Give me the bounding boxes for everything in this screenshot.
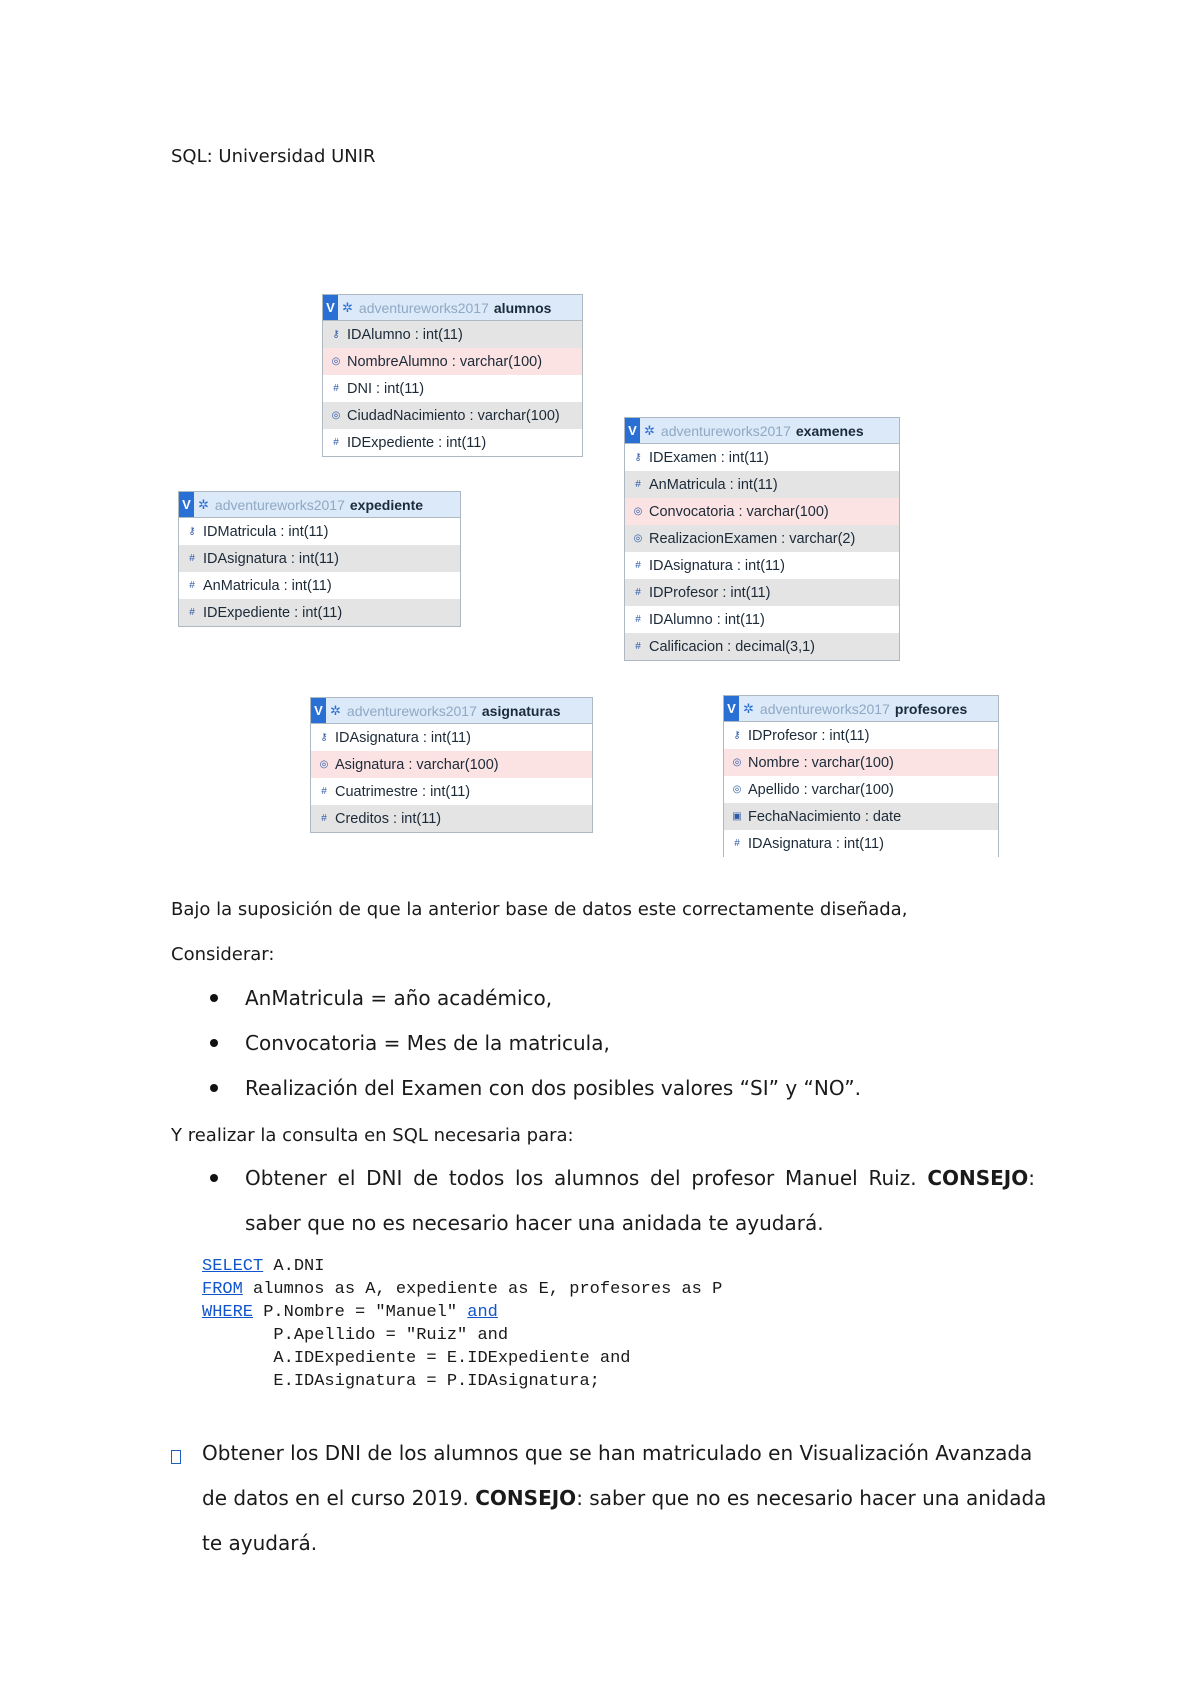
column-label: Apellido : varchar(100) (748, 781, 894, 798)
column-label: Asignatura : varchar(100) (335, 756, 499, 773)
text-icon: ◎ (633, 533, 643, 544)
column-label: Convocatoria : varchar(100) (649, 503, 829, 520)
task1-text-line2: saber que no es necesario hacer una anidada te ayudará. (245, 1211, 824, 1235)
bullet-dot (207, 991, 221, 1005)
consideration-item: Realización del Examen con dos posibles valores “SI” y “NO”. (245, 1076, 861, 1100)
bullet-dot (207, 1081, 221, 1095)
column-row[interactable] (625, 471, 899, 498)
column-label: CiudadNacimiento : varchar(100) (347, 407, 560, 424)
consideration-item: Convocatoria = Mes de la matricula, (245, 1031, 610, 1055)
column-row[interactable] (323, 348, 582, 375)
schema-name: adventureworks2017 (214, 496, 345, 513)
consejo-label: CONSEJO (927, 1166, 1029, 1190)
table-header[interactable] (311, 698, 592, 724)
number-icon: # (635, 587, 641, 598)
text-icon: ◎ (732, 784, 742, 795)
table-asignaturas[interactable] (310, 697, 593, 833)
table-alumnos[interactable] (322, 294, 583, 457)
text-icon: ◎ (633, 506, 643, 517)
table-header[interactable] (323, 295, 582, 321)
column-label: FechaNacimiento : date (748, 808, 902, 825)
number-icon: # (734, 838, 740, 849)
column-row[interactable] (179, 545, 460, 572)
column-label: DNI : int(11) (347, 380, 425, 397)
table-name: alumnos (493, 299, 552, 316)
collapse-icon[interactable]: V (311, 698, 326, 723)
query-intro: Y realizar la consulta en SQL necesaria para: (171, 1125, 574, 1146)
table-header[interactable] (625, 418, 899, 444)
column-row[interactable] (724, 803, 998, 830)
date-icon: ▣ (732, 811, 742, 822)
schema-name: adventureworks2017 (358, 299, 489, 316)
number-icon: # (635, 614, 641, 625)
gear-icon: ✲ (198, 496, 209, 512)
table-profesores[interactable] (723, 695, 999, 857)
code-line: P.Apellido = "Ruiz" and (202, 1326, 509, 1345)
gear-icon: ✲ (330, 702, 341, 718)
bullet-dot (207, 1036, 221, 1050)
column-label: IDAsignatura : int(11) (203, 550, 339, 567)
column-label: IDAsignatura : int(11) (748, 835, 884, 852)
table-expediente[interactable] (178, 491, 461, 627)
column-row[interactable] (323, 375, 582, 402)
column-row[interactable] (323, 321, 582, 348)
column-label: Creditos : int(11) (335, 810, 442, 827)
gear-icon: ✲ (743, 700, 754, 716)
code-line: WHERE P.Nombre = "Manuel" and (202, 1303, 498, 1322)
key-icon: ⚷ (188, 526, 196, 537)
column-row[interactable] (179, 599, 460, 626)
task1-text: Obtener el DNI de todos los alumnos del profesor Manuel Ruiz. CONSEJO: (245, 1166, 1035, 1190)
text-icon: ◎ (331, 356, 341, 367)
number-icon: # (635, 479, 641, 490)
number-icon: # (321, 813, 327, 824)
schema-name: adventureworks2017 (346, 702, 477, 719)
gear-icon: ✲ (644, 422, 655, 438)
column-row[interactable] (323, 402, 582, 429)
task2-line1: Obtener los DNI de los alumnos que se han matriculado en Visualización Avanzada (202, 1441, 1033, 1465)
table-header[interactable] (179, 492, 460, 518)
column-label: IDAsignatura : int(11) (649, 557, 785, 574)
column-label: IDMatricula : int(11) (203, 523, 329, 540)
number-icon: # (635, 560, 641, 571)
column-label: Cuatrimestre : int(11) (335, 783, 471, 800)
number-icon: # (189, 580, 195, 591)
column-label: NombreAlumno : varchar(100) (347, 353, 543, 370)
schema-name: adventureworks2017 (660, 422, 791, 439)
column-row[interactable] (311, 805, 592, 832)
column-label: IDExamen : int(11) (649, 449, 769, 466)
column-row[interactable] (724, 776, 998, 803)
number-icon: # (189, 553, 195, 564)
collapse-icon[interactable]: V (179, 492, 194, 517)
table-name: expediente (349, 496, 424, 513)
column-label: IDAsignatura : int(11) (335, 729, 471, 746)
column-row[interactable] (323, 429, 582, 456)
text-icon: ◎ (732, 757, 742, 768)
table-header[interactable] (724, 696, 998, 722)
column-row[interactable] (625, 444, 899, 471)
sql-keyword[interactable]: FROM (202, 1280, 243, 1299)
column-label: Calificacion : decimal(3,1) (649, 638, 816, 655)
sql-keyword[interactable]: and (467, 1303, 498, 1322)
sql-keyword[interactable]: SELECT (202, 1257, 264, 1276)
key-icon: ⚷ (320, 732, 328, 743)
column-row[interactable] (724, 830, 998, 857)
consideration-item: AnMatricula = año académico, (245, 986, 553, 1010)
column-label: AnMatricula : int(11) (203, 577, 332, 594)
column-row[interactable] (625, 579, 899, 606)
column-row[interactable] (625, 552, 899, 579)
collapse-icon[interactable]: V (724, 696, 739, 721)
code-line: A.IDExpediente = E.IDExpediente and (202, 1349, 631, 1368)
consejo-label: CONSEJO (475, 1486, 577, 1510)
text-icon: ◎ (319, 759, 329, 770)
number-icon: # (635, 641, 641, 652)
task2-line2: de datos en el curso 2019. CONSEJO: saber que no es necesario hacer una anidada (202, 1486, 1047, 1510)
column-label: RealizacionExamen : varchar(2) (649, 530, 856, 547)
column-row[interactable] (625, 498, 899, 525)
number-icon: # (189, 607, 195, 618)
column-row[interactable] (625, 606, 899, 633)
code-line: E.IDAsignatura = P.IDAsignatura; (202, 1372, 600, 1391)
bullet-dot (207, 1171, 221, 1185)
column-row[interactable] (179, 572, 460, 599)
column-label: AnMatricula : int(11) (649, 476, 778, 493)
gear-icon: ✲ (342, 299, 353, 315)
table-name: profesores (894, 700, 968, 717)
column-label: IDAlumno : int(11) (649, 611, 765, 628)
task2-line3: te ayudará. (202, 1531, 318, 1555)
column-label: IDExpediente : int(11) (347, 434, 487, 451)
column-row[interactable] (311, 751, 592, 778)
column-row[interactable] (625, 525, 899, 552)
number-icon: # (333, 437, 339, 448)
page-title: SQL: Universidad UNIR (171, 146, 376, 167)
collapse-icon[interactable]: V (323, 295, 338, 320)
missing-glyph-bullet (171, 1450, 181, 1464)
key-icon: ⚷ (634, 452, 642, 463)
column-row[interactable] (179, 518, 460, 545)
column-row[interactable] (311, 724, 592, 751)
column-row[interactable] (311, 778, 592, 805)
key-icon: ⚷ (332, 329, 340, 340)
column-label: IDAlumno : int(11) (347, 326, 463, 343)
schema-name: adventureworks2017 (759, 700, 890, 717)
number-icon: # (321, 786, 327, 797)
number-icon: # (333, 383, 339, 394)
table-examenes[interactable] (624, 417, 900, 661)
column-label: Nombre : varchar(100) (748, 754, 894, 771)
code-line: SELECT A.DNI (202, 1257, 325, 1276)
text-icon: ◎ (331, 410, 341, 421)
column-row[interactable] (625, 633, 899, 660)
intro-paragraph: Bajo la suposición de que la anterior base de datos este correctamente diseñada, (171, 899, 908, 920)
code-line: FROM alumnos as A, expediente as E, profesores as P (202, 1280, 723, 1299)
considerar-label: Considerar: (171, 944, 275, 965)
column-label: IDExpediente : int(11) (203, 604, 343, 621)
collapse-icon[interactable]: V (625, 418, 640, 443)
sql-code-block (202, 1255, 722, 1393)
column-row[interactable] (724, 722, 998, 749)
column-label: IDProfesor : int(11) (649, 584, 771, 601)
sql-keyword[interactable]: WHERE (202, 1303, 254, 1322)
column-label: IDProfesor : int(11) (748, 727, 870, 744)
table-name: asignaturas (481, 702, 561, 719)
key-icon: ⚷ (733, 730, 741, 741)
table-name: examenes (795, 422, 864, 439)
column-row[interactable] (724, 749, 998, 776)
